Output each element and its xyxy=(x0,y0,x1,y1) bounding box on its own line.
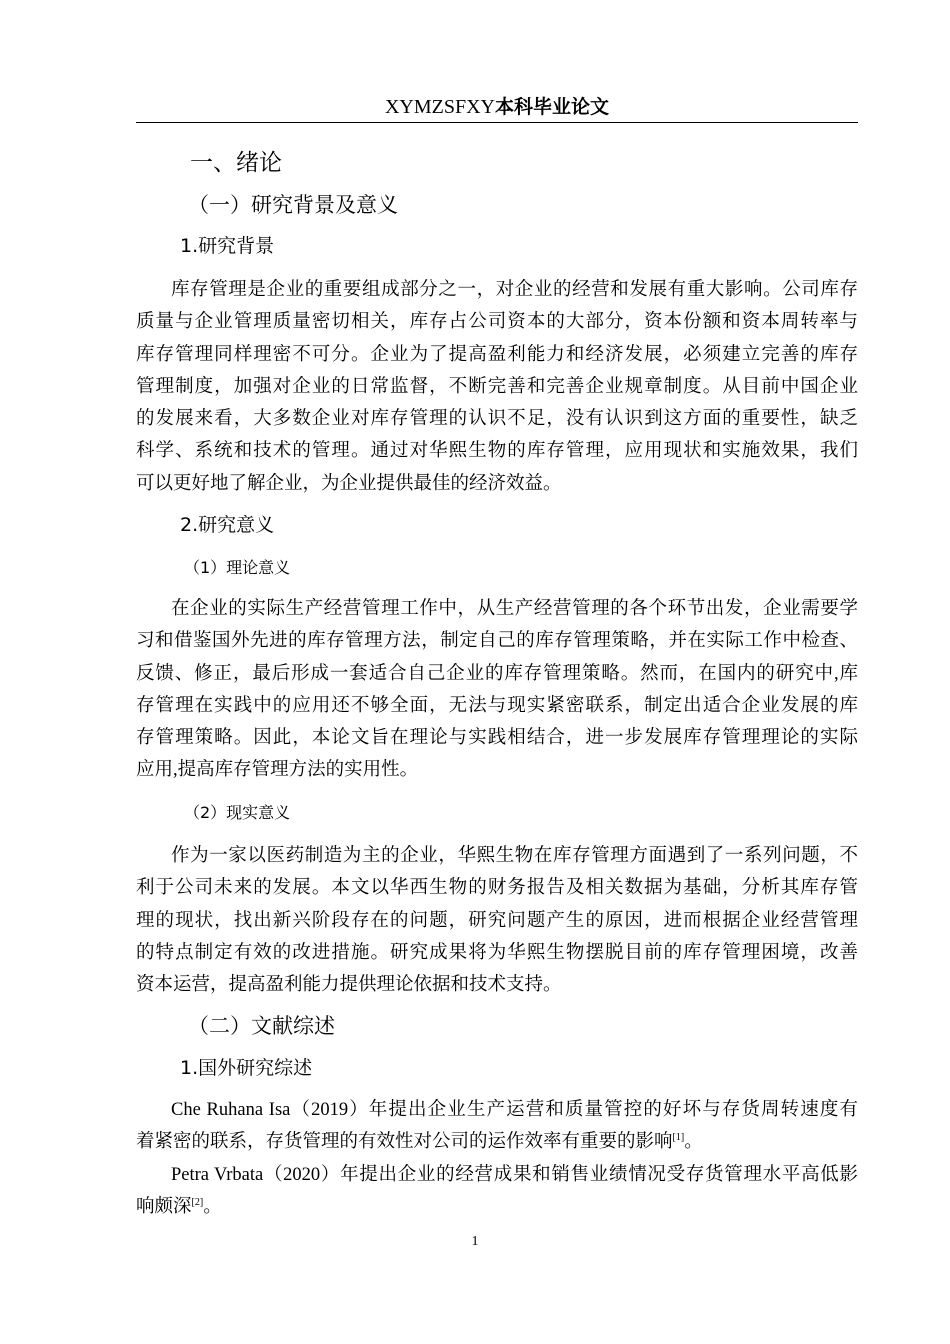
header-code: XYMZSFXY xyxy=(384,96,495,118)
text-line: 利于公司未来的发展。本文以华西生物的财务报告及相关数据为基础，分析其库存管 xyxy=(136,878,858,899)
paragraph-background xyxy=(136,274,858,500)
text-line: 可以更好地了解企业，为企业提供最佳的经济效益。 xyxy=(136,473,562,494)
text-line: 习和借鉴国外先进的库存管理方法，制定自己的库存管理策略，并在实际工作中检查、 xyxy=(136,631,858,652)
text: 着紧密的联系，存货管理的有效性对公司的运作效率有重要的影响 xyxy=(136,1132,673,1153)
paragraph-isa xyxy=(136,1094,858,1159)
text-line: 质量与企业管理质量密切相关，库存占公司资本的大部分，资本份额和资本周转率与 xyxy=(136,312,858,333)
text-line: 存管理在实践中的应用还不够全面，无法与现实紧密联系，制定出适合企业发展的库 xyxy=(136,695,858,716)
paragraph-vrbata xyxy=(136,1159,858,1224)
citation-ref[interactable]: [2] xyxy=(191,1197,204,1209)
text-line: 科学、系统和技术的管理。通过对华熙生物的库存管理，应用现状和实施效果，我们 xyxy=(136,441,858,462)
text-line: 的发展来看，大多数企业对库存管理的认识不足，没有认识到这方面的重要性，缺乏 xyxy=(136,409,858,430)
paragraph-theory xyxy=(136,593,858,787)
subsection-heading: 2.研究意义 xyxy=(180,514,275,536)
subsection-heading: 1.国外研究综述 xyxy=(180,1057,313,1079)
page-header xyxy=(136,92,858,122)
text-line xyxy=(136,1126,858,1158)
text: 。 xyxy=(684,1132,703,1153)
text-line: 的特点制定有效的改进措施。研究成果将为华熙生物摆脱目前的库存管理困境，改善 xyxy=(136,942,858,963)
text-line: 存管理策略。因此，本论文旨在理论与实践相结合，进一步发展库存管理理论的实际 xyxy=(136,728,858,749)
text-line: Petra Vrbata（2020）年提出企业的经营成果和销售业绩情况受存货管理水平高低影 xyxy=(171,1165,858,1185)
text-line: 资本运营，提高盈利能力提供理论依据和技术支持。 xyxy=(136,975,562,996)
section-heading: （二）文献综述 xyxy=(188,1014,335,1038)
text: 。 xyxy=(203,1197,222,1218)
page-number: 1 xyxy=(471,1234,479,1249)
text-line: 管理制度，加强对企业的日常监督，不断完善和完善企业规章制度。从目前中国企业 xyxy=(136,376,858,397)
subsection-heading: 1.研究背景 xyxy=(180,235,275,257)
text-line: 库存管理同样理密不可分。企业为了提高盈利能力和经济发展，必须建立完善的库存 xyxy=(136,344,858,365)
text: 响颇深 xyxy=(136,1197,192,1218)
text-line: 反馈、修正，最后形成一套适合自己企业的库存管理策略。然而，在国内的研究中,库 xyxy=(136,663,858,684)
header-rule xyxy=(136,122,858,123)
subsubsection-heading: （1）理论意义 xyxy=(184,558,291,577)
text-line: 作为一家以医药制造为主的企业，华熙生物在库存管理方面遇到了一系列问题，不 xyxy=(171,846,858,866)
chapter-heading: 一、绪论 xyxy=(190,150,282,176)
text-line xyxy=(136,1191,858,1223)
section-heading: （一）研究背景及意义 xyxy=(188,193,398,217)
text-line: 应用,提高库存管理方法的实用性。 xyxy=(136,760,419,781)
subsubsection-heading: （2）现实意义 xyxy=(184,803,291,822)
text-line: 在企业的实际生产经营管理工作中，从生产经营管理的各个环节出发，企业需要学 xyxy=(171,599,858,619)
citation-ref[interactable]: [1] xyxy=(672,1132,685,1144)
paragraph-practice xyxy=(136,840,858,1001)
text-line: 库存管理是企业的重要组成部分之一，对企业的经营和发展有重大影响。公司库存 xyxy=(171,280,858,300)
text-line: 理的现状，找出新兴阶段存在的问题，研究问题产生的原因，进而根据企业经营管理 xyxy=(136,910,858,931)
text-line: Che Ruhana Isa（2019）年提出企业生产运营和质量管控的好坏与存货周转速度有 xyxy=(171,1100,858,1120)
header-title: 本科毕业论文 xyxy=(495,96,610,118)
